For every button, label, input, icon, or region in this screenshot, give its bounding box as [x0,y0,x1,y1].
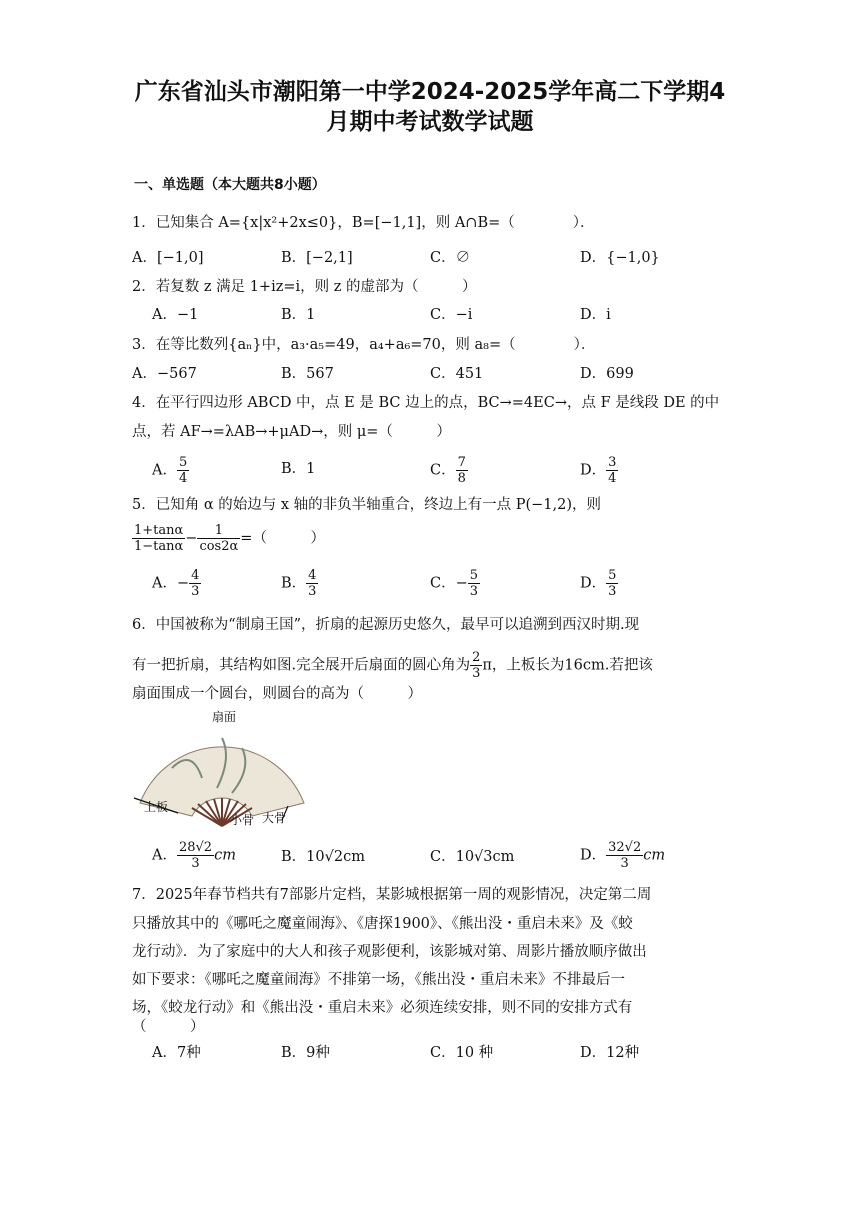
question-3-text: 3．在等比数列{aₙ}中，a₃·a₅=49，a₄+a₆=70，则 a₈=（ ）． [132,337,596,353]
question-7-line4: 如下要求：《哪吒之魔童闹海》不排第一场，《熊出没・重启未来》不排最后一 [132,972,625,988]
denominator: 4 [178,471,188,486]
q7-option-c: C．10 种 [430,1045,494,1061]
q2-option-b: B．1 [281,307,316,323]
text-segment: π，上板长为16cm.若把该 [482,657,653,674]
numerator: 28√2 [178,840,213,855]
q1-option-b: B．[−2,1] [281,250,353,266]
fraction [456,455,468,486]
fraction [177,455,189,486]
option-label: A． [152,462,177,479]
question-7-line3: 龙行动》．为了家庭中的大人和孩子观影便利，该影城对第、周影片播放顺序做出 [132,944,647,960]
fraction [177,840,214,871]
numerator: 2 [472,650,481,665]
denominator: 3 [191,584,200,599]
question-1-text: 1．已知集合 A={x|x²+2x≤0}，B=[−1,1]，则 A∩B=（ ）． [132,215,595,231]
option-label: A． [152,847,177,864]
q5-option-d [580,568,618,599]
numerator: 5 [178,455,188,470]
denominator: 3 [472,666,481,681]
q7-option-d: D．12种 [580,1045,640,1061]
q5-option-b [281,568,318,599]
denominator: 3 [308,584,317,599]
page-title-line2: 月期中考试数学试题 [326,109,534,135]
q2-option-c: C．−i [430,307,473,323]
fraction-cos [197,523,240,554]
q5-option-c [430,568,480,599]
numerator: 5 [469,568,479,583]
option-label: A．− [152,575,190,592]
denominator: 3 [191,856,200,871]
option-label: C． [430,462,456,479]
q4-option-c [430,455,468,486]
option-label: D． [580,462,607,479]
unit: cm [214,847,236,864]
question-6-line2 [132,650,653,681]
label-fan-face: 扇面 [212,710,237,724]
question-5-expression [132,523,325,554]
q2-option-d: D．i [580,307,611,323]
q4-option-d [580,455,618,486]
numerator: 1+tanα [134,523,184,538]
denominator: 1−tanα [134,539,184,554]
denominator: 3 [620,856,629,871]
q3-option-a: A．−567 [132,366,197,382]
numerator: 4 [308,568,317,583]
numerator: 5 [608,568,617,583]
q6-option-c: C．10√3cm [430,849,515,865]
q6-option-a [152,840,236,871]
unit: cm [643,847,666,864]
q6-option-b: B．10√2cm [281,849,365,865]
answer-blank: =（ ） [240,530,325,547]
fraction [468,568,480,599]
q5-option-a [152,568,201,599]
question-5-line1: 5．已知角 α 的始边与 x 轴的非负半轴重合，终边上有一点 P(−1,2)，则 [132,497,602,513]
fraction [606,455,618,486]
question-6-line1: 6．中国被称为“制扇王国”，折扇的起源历史悠久，最早可以追溯到西汉时期.现 [132,617,640,633]
label-upper-board: 上板 [144,800,169,814]
q3-option-d: D．699 [580,366,634,382]
page-title-line1: 广东省汕头市潮阳第一中学2024-2025学年高二下学期4 [134,79,726,105]
q6-option-d [580,840,665,871]
q3-option-b: B．567 [281,366,334,382]
q1-option-d: D．{−1,0} [580,250,660,266]
fraction-tan [132,523,185,554]
fraction [606,568,618,599]
q4-option-b: B．1 [281,461,316,477]
q7-option-a: A．7种 [152,1045,201,1061]
fraction [306,568,318,599]
question-7-line6: （ ） [132,1019,205,1035]
q1-option-a: A．[−1,0] [132,250,204,266]
denominator: 4 [608,471,617,486]
minus-sign: − [185,530,198,547]
numerator: 4 [191,568,200,583]
q1-option-c: C．∅ [430,250,471,266]
numerator: 3 [608,455,617,470]
denominator: cos2α [199,539,239,554]
numerator: 32√2 [608,840,642,855]
numerator: 1 [197,523,240,539]
question-4-line1: 4．在平行四边形 ABCD 中，点 E 是 BC 边上的点，BC→=4EC→，点 F 是线段 DE 的中 [132,395,720,411]
label-small-rib: 小骨 [230,813,255,827]
option-label: B． [281,575,307,592]
fraction [189,568,201,599]
numerator: 7 [457,455,466,470]
q3-option-c: C．451 [430,366,484,382]
denominator: 3 [469,584,479,599]
question-7-line2: 只播放其中的《哪吒之魔童闹海》、《唐探1900》、《熊出没・重启未来》及《蛟 [132,916,633,932]
section-heading: 一、单选题（本大题共8小题） [134,177,326,193]
question-2-text: 2．若复数 z 满足 1+iz=i，则 z 的虚部为（ ） [132,279,477,295]
denominator: 8 [457,471,466,486]
fraction [606,840,643,871]
folding-fan-figure [132,708,312,833]
q7-option-b: B．9种 [281,1045,330,1061]
question-6-line3: 扇面围成一个圆台，则圆台的高为（ ） [132,686,422,702]
text-segment: 有一把折扇，其结构如图.完全展开后扇面的圆心角为 [132,657,471,674]
option-label: D． [580,847,607,864]
question-7-line5: 场，《蛟龙行动》和《熊出没・重启未来》必须连续安排，则不同的安排方式有 [132,1000,633,1016]
denominator: 3 [608,584,617,599]
option-label: D． [580,575,607,592]
option-label: C．− [430,575,468,592]
angle-fraction [470,650,482,681]
question-4-line2: 点，若 AF→=λAB→+μAD→，则 μ=（ ） [132,424,451,440]
label-big-rib: 大骨 [262,811,287,825]
question-7-line1: 7．2025年春节档共有7部影片定档，某影城根据第一周的观影情况，决定第二周 [132,887,652,903]
q4-option-a [152,455,189,486]
q2-option-a: A．−1 [152,307,199,323]
